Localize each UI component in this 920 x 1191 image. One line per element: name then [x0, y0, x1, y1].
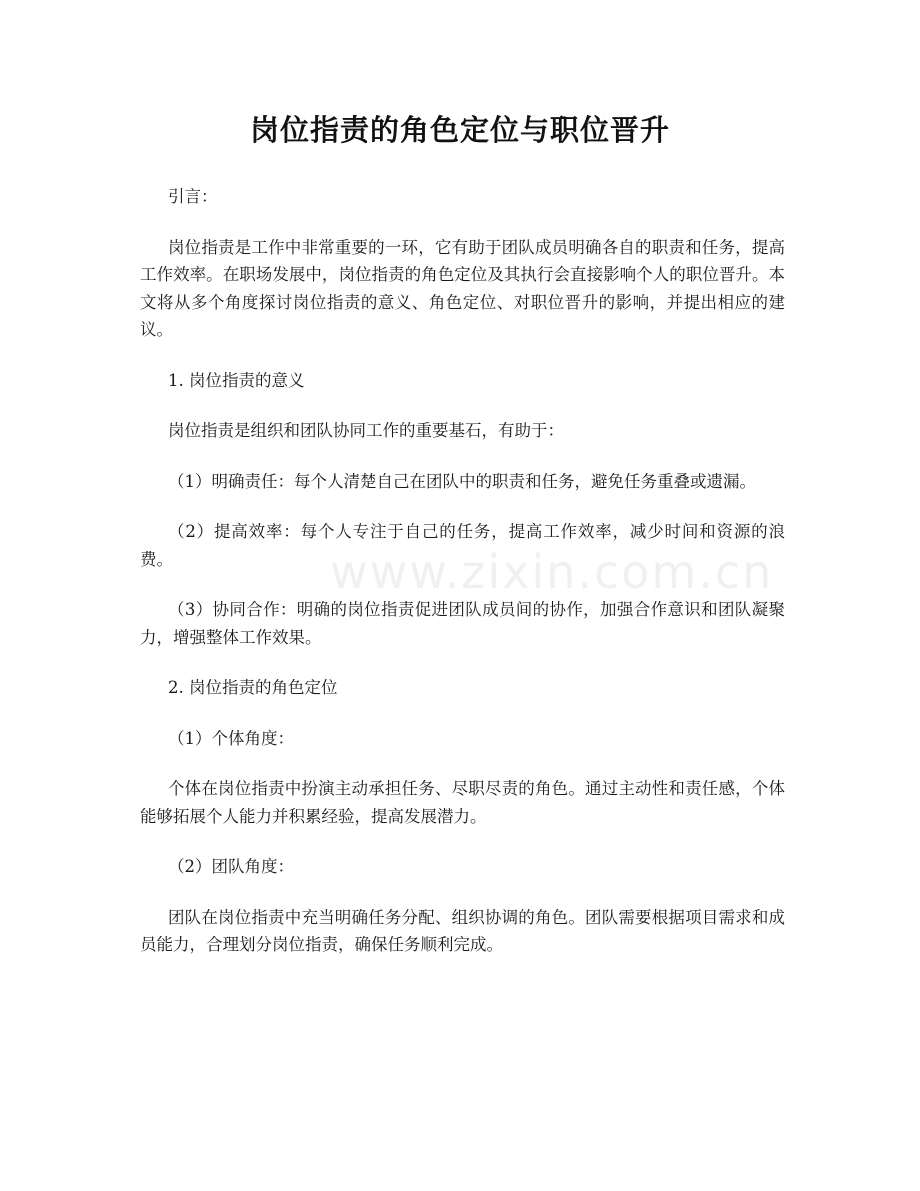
paragraph-individual: 个体在岗位指责中扮演主动承担任务、尽职尽责的角色。通过主动性和责任感，个体能够拓展个人能力并积累经验，提高发展潜力。 — [140, 779, 785, 826]
section-heading-2: 2. 岗位指责的角色定位 — [168, 678, 338, 697]
paragraph-significance: 岗位指责是组织和团队协同工作的重要基石，有助于： — [168, 421, 564, 440]
list-item-clear-duty: （1）明确责任：每个人清楚自己在团队中的职责和任务，避免任务重叠或遗漏。 — [168, 471, 756, 491]
section-heading-1: 1. 岗位指责的意义 — [168, 370, 305, 390]
watermark-text: www.zixin.com.cn — [330, 545, 774, 599]
sub-heading-individual: （1）个体角度： — [168, 728, 294, 748]
list-item-efficiency: （2）提高效率：每个人专注于自己的任务，提高工作效率，减少时间和资源的浪费。 — [140, 522, 785, 569]
document-body — [140, 183, 785, 982]
paragraph-team: 团队在岗位指责中充当明确任务分配、组织协调的角色。团队需要根据项目需求和成员能力，合理划分岗位指责，确保任务顺利完成。 — [140, 907, 785, 954]
paragraph-intro: 岗位指责是工作中非常重要的一环，它有助于团队成员明确各自的职责和任务，提高工作效率。在职场发展中，岗位指责的角色定位及其执行会直接影响个人的职位晋升。本文将从多个角度探讨岗位指责的意义、角色定位、对职位晋升的影响，并提出相应的建议。 — [140, 237, 785, 339]
document-title: 岗位指责的角色定位与职位晋升 — [249, 113, 670, 147]
sub-heading-team: （2）团队角度： — [168, 857, 294, 876]
paragraph-intro-label: 引言： — [168, 187, 218, 206]
list-item-cooperation: （3）协同合作：明确的岗位指责促进团队成员间的协作，加强合作意识和团队凝聚力，增强整体工作效果。 — [140, 600, 785, 647]
